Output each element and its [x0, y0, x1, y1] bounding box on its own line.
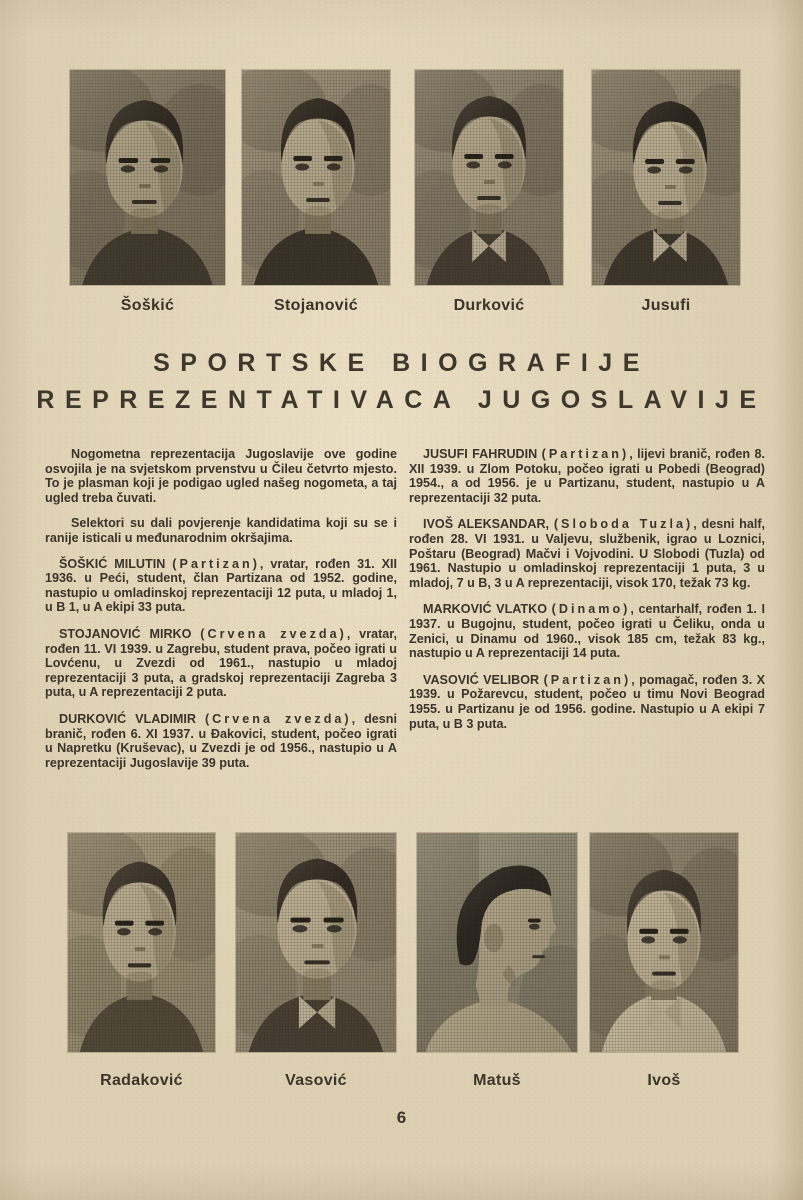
page-number: 6 — [396, 1108, 407, 1127]
bio-markovic — [409, 602, 765, 660]
bio-markovic-text: , centarhalf, rođen 1. I 1937. u Bugojnu, student, počeo igrati u Čeliku, onda u Zenici, u Dinamu od 1960., visok 185 cm, težak 83 kg., nastupio u A reprezentaciji 14 puta. — [409, 602, 765, 661]
bio-durkovic-club: (Crvena zvezda) — [204, 711, 352, 726]
bio-stojanovic-club: (Crvena zvezda) — [200, 626, 347, 641]
photo-durkovic — [415, 70, 563, 285]
photo-stojanovic — [242, 70, 390, 285]
bio-durkovic-text: , desni branič, rođen 6. XI 1937. u Đakovici, student, počeo igrati u Napretku (Kruševac), u Zvezdi je od 1956., nastupio u A reprezentaciji Jugoslavije 39 puta. — [45, 711, 397, 770]
bio-vasovic-name: VASOVIĆ VELIBOR — [423, 672, 540, 687]
bio-ivos — [409, 517, 765, 590]
text-column-right — [409, 447, 765, 743]
bio-jusufi-text: , lijevi branič, rođen 8. XII 1939. u Zlom Potoku, počeo igrati u Pobedi (Beograd) 1954., a od 1956. je u Partizanu, student, nastupio u A reprezentaciji 32 puta. — [409, 447, 766, 505]
photo-caption-durkovic: Durković — [453, 297, 525, 314]
photo-caption-matus: Matuš — [473, 1072, 521, 1089]
bio-markovic-name: MARKOVIĆ VLATKO — [423, 602, 548, 617]
bio-vasovic — [409, 673, 765, 731]
bio-durkovic — [45, 712, 397, 770]
bio-stojanovic-text: , vratar, rođen 11. VI 1939. u Zagrebu, student prava, počeo igrati u Lovćenu, u Zvezdi od 1961., nastupio u mladoj reprezentaciji 3 puta, a gradskoj reprezentaciji Zagreba 3 puta, u A reprezentaciji 2 puta. — [45, 626, 397, 700]
bio-soskic — [45, 557, 397, 615]
photo-caption-ivos: Ivoš — [647, 1072, 681, 1089]
bio-soskic-name: ŠOŠKIĆ MILUTIN — [59, 556, 166, 571]
page-title-line2: REPREZENTATIVACA JUGOSLAVIJE — [36, 386, 767, 414]
photo-caption-soskic: Šoškić — [120, 297, 175, 314]
photo-caption-stojanovic: Stojanović — [274, 297, 358, 314]
photo-vasovic — [236, 833, 396, 1052]
intro-paragraph-1: Nogometna reprezentacija Jugoslavije ove godine osvojila je na svjetskom prvenstvu u Čileu četvrto mjesto. To je plasman koji je podigao ugled našeg nogometa, a taj ugled treba čuvati. — [45, 447, 397, 505]
photo-radakovic — [68, 833, 215, 1052]
photo-caption-jusufi: Jusufi — [641, 297, 691, 314]
bio-jusufi-name: JUSUFI FAHRUDIN — [423, 447, 538, 461]
intro-paragraph-2: Selektori su dali povjerenje kandidatima koji su se i ranije isticali u međunarodnim okršajima. — [45, 516, 397, 545]
photo-matus — [417, 833, 577, 1052]
bio-jusufi-club: (Partizan) — [541, 447, 630, 461]
photo-caption-vasovic: Vasović — [285, 1072, 347, 1089]
bio-ivos-name: IVOŠ ALEKSANDAR, — [423, 517, 550, 532]
text-column-left — [45, 447, 397, 782]
photo-ivos — [590, 833, 738, 1052]
photo-jusufi — [592, 70, 740, 285]
bio-vasovic-text: , pomagač, rođen 3. X 1939. u Požarevcu, student, počeo u timu Novi Beograd 1955. u Partizanu je od 1956. godine. Nastupio u A ekipi 7 puta, u B 3 puta. — [409, 672, 766, 731]
bio-ivos-text: , desni half, rođen 28. VI 1931. u Valjevu, službenik, igrao u Loznici, Poštaru (Beograd) Mačvi i Vojvodini. U Slobodi (Tuzla) od 1961. Nastupio u omladinskoj reprezentaciji 1 puta, 3 u mladoj, 7 u B, 3 u A reprezentaciji, visok 170, težak 73 kg. — [409, 517, 766, 590]
bio-stojanovic-name: STOJANOVIĆ MIRKO — [59, 626, 192, 641]
bio-soskic-club: (Partizan) — [172, 556, 260, 571]
page-title — [0, 345, 803, 419]
bio-ivos-club: (Sloboda Tuzla) — [553, 517, 694, 532]
bio-stojanovic — [45, 627, 397, 700]
photo-soskic — [70, 70, 225, 285]
bio-vasovic-club: (Partizan) — [543, 672, 632, 687]
bio-markovic-club: (Dinamo) — [551, 602, 631, 617]
bio-durkovic-name: DURKOVIĆ VLADIMIR — [59, 711, 196, 726]
bio-jusufi — [409, 447, 765, 505]
photo-caption-radakovic: Radaković — [100, 1072, 183, 1089]
bio-soskic-text: , vratar, rođen 31. XII 1936. u Peći, student, član Partizana od 1952. godine, nastupio u omladinskoj reprezentaciji 12 puta, u mladoj 1, u B 1, u A ekipi 33 puta. — [45, 556, 397, 615]
page-title-line1: SPORTSKE BIOGRAFIJE — [153, 349, 650, 377]
